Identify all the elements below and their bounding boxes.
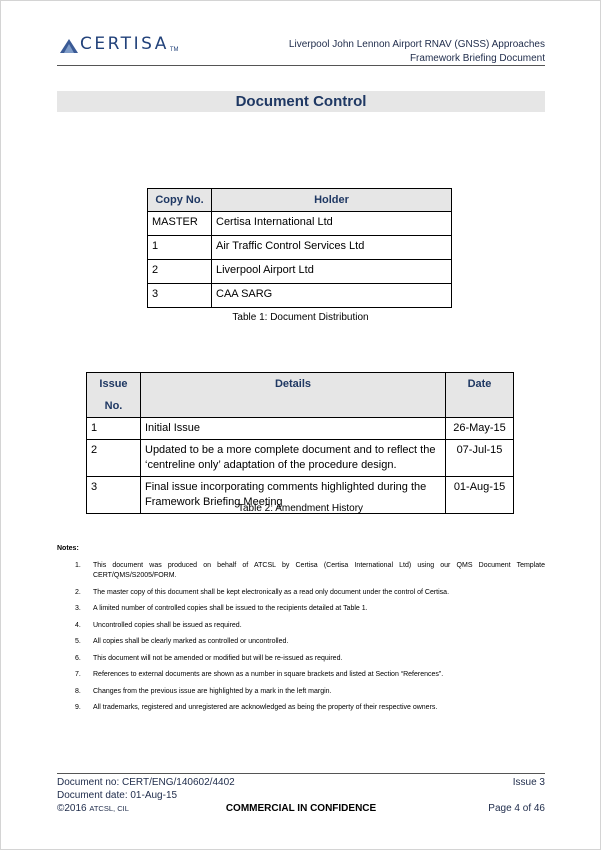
table-row xyxy=(87,418,514,440)
note-number: 5. xyxy=(75,638,81,645)
footer-rule xyxy=(57,773,545,774)
list-item xyxy=(57,604,545,614)
note-number: 6. xyxy=(75,654,81,662)
note-text: This document will not be amended or modified but will be re-issued as required. xyxy=(93,654,343,662)
list-item xyxy=(57,670,545,680)
table-cell: Certisa International Ltd xyxy=(212,212,452,236)
table-row xyxy=(148,284,452,308)
table-row xyxy=(148,212,452,236)
table-header-row xyxy=(148,189,452,212)
table-row xyxy=(87,440,514,477)
column-header: Holder xyxy=(212,189,452,212)
footer xyxy=(57,776,545,815)
note-text: Uncontrolled copies shall be issued as required. xyxy=(93,621,242,629)
copyright-year: ©2016 xyxy=(57,803,87,814)
table-cell: 01-Aug-15 xyxy=(446,477,514,514)
table-header-row xyxy=(87,373,514,418)
table-caption: Table 2: Amendment History xyxy=(237,503,364,514)
notes-title: Notes: xyxy=(57,545,79,552)
table-caption: Table 1: Document Distribution xyxy=(232,312,369,323)
table-row xyxy=(148,236,452,260)
confidentiality-label: COMMERCIAL IN CONFIDENCE xyxy=(225,803,377,814)
table-cell: 3 xyxy=(87,477,141,514)
note-text: All copies shall be clearly marked as controlled or uncontrolled. xyxy=(93,638,289,645)
header-title-line1: Liverpool John Lennon Airport RNAV (GNSS) Approaches xyxy=(288,39,545,50)
list-item xyxy=(57,687,545,697)
note-text: Changes from the previous issue are highlighted by a mark in the left margin. xyxy=(93,687,332,695)
table-cell: 2 xyxy=(87,440,141,477)
note-text: A limited number of controlled copies shall be issued to the recipients detailed at Table 1. xyxy=(93,605,368,612)
document-number: Document no: CERT/ENG/140602/4402 xyxy=(57,777,235,788)
note-number: 1. xyxy=(75,562,81,569)
header-title-line2: Framework Briefing Document xyxy=(409,52,545,64)
note-text: All trademarks, registered and unregistered are acknowledged as being the property of their respective owners. xyxy=(93,704,438,711)
table-cell: Liverpool Airport Ltd xyxy=(212,260,452,284)
list-item xyxy=(57,621,545,631)
logo-triangle-icon xyxy=(60,39,78,53)
table-row xyxy=(148,260,452,284)
list-item xyxy=(57,588,545,598)
column-header: Date xyxy=(446,373,514,418)
column-header: Details xyxy=(141,373,446,418)
note-number: 4. xyxy=(75,621,81,629)
distribution-table xyxy=(147,188,452,308)
page-number: Page 4 of 46 xyxy=(488,803,545,814)
logo-trademark: TM xyxy=(169,47,179,53)
logo-wordmark: CERTISA xyxy=(80,34,169,54)
table-cell: 3 xyxy=(148,284,212,308)
list-item xyxy=(57,654,545,664)
note-number: 3. xyxy=(75,605,81,612)
table-cell: 07-Jul-15 xyxy=(446,440,514,477)
table-cell: MASTER xyxy=(148,212,212,236)
note-number: 8. xyxy=(75,687,81,695)
document-date: Document date: 01-Aug-15 xyxy=(57,790,178,801)
list-item xyxy=(57,637,545,647)
note-number: 2. xyxy=(75,588,81,596)
header-title xyxy=(289,38,545,65)
table-cell: CAA SARG xyxy=(212,284,452,308)
header-rule xyxy=(57,65,545,66)
table-cell: Updated to be a more complete document and to reflect the ‘centreline only’ adaptation of the procedure design. xyxy=(141,440,446,477)
table-cell: 26-May-15 xyxy=(446,418,514,440)
certisa-logo xyxy=(60,36,179,53)
column-header: Copy No. xyxy=(148,189,212,212)
section-heading: Document Control xyxy=(57,91,545,112)
table-cell: 2 xyxy=(148,260,212,284)
table-cell: Final issue incorporating comments highlighted during the Framework Briefing Meeting xyxy=(141,477,446,514)
note-text: This document was produced on behalf of ATCSL by Certisa (Certisa International Ltd) using our QMS Document Template CERT/QMS/S2005/FORM. xyxy=(93,562,545,579)
amendment-history-table xyxy=(86,372,514,514)
note-number: 7. xyxy=(75,671,81,678)
column-header: Issue No. xyxy=(87,373,141,418)
list-item xyxy=(57,561,545,581)
note-number: 9. xyxy=(75,704,81,711)
table-cell: 1 xyxy=(148,236,212,260)
table-cell: Initial Issue xyxy=(141,418,446,440)
table-cell: Air Traffic Control Services Ltd xyxy=(212,236,452,260)
table-cell: 1 xyxy=(87,418,141,440)
notes-list xyxy=(57,561,545,720)
copyright-owner: ATCSL, CIL xyxy=(89,804,129,813)
note-text: The master copy of this document shall be kept electronically as a read only document under the control of Certisa. xyxy=(93,588,450,596)
issue-number: Issue 3 xyxy=(512,777,545,788)
note-text: References to external documents are shown as a number in square brackets and listed at Section “References”. xyxy=(93,671,444,678)
list-item xyxy=(57,703,545,713)
